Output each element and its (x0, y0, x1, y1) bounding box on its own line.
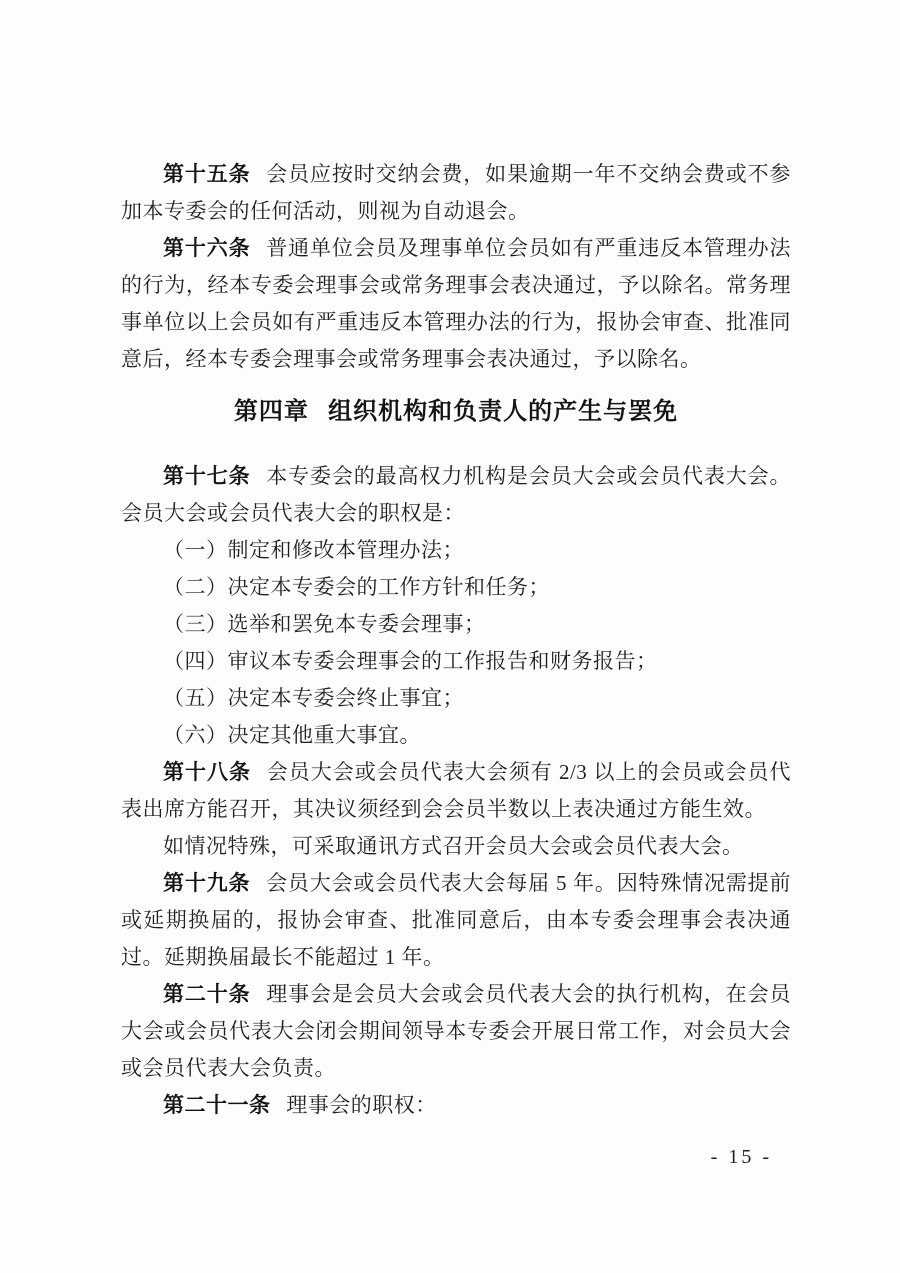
plain-paragraph (121, 828, 791, 865)
list-item-4 (121, 643, 791, 680)
article-paragraph-18 (121, 754, 791, 828)
article-paragraph-17 (121, 458, 791, 532)
article-number: 第十六条 (163, 237, 251, 260)
list-item-2 (121, 569, 791, 606)
list-item-5 (121, 680, 791, 717)
list-item-text: （一）制定和修改本管理办法； (163, 538, 464, 562)
article-number: 第十七条 (163, 465, 251, 488)
list-item-text: （四）审议本专委会理事会的工作报告和财务报告； (163, 649, 658, 673)
article-text: 本专委会的最高权力机构是会员大会或会员代表大会。会员大会或会员代表大会的职权是： (121, 464, 792, 525)
article-number: 第二十一条 (163, 1094, 271, 1117)
article-text: 普通单位会员及理事单位会员如有严重违反本管理办法的行为，经本专委会理事会或常务理事会表决通过，予以除名。常务理事单位以上会员如有严重违反本管理办法的行为，报协会审查、批准同意后，经本专委会理事会或常务理事会表决通过，予以除名。 (121, 236, 792, 371)
list-item-1 (121, 532, 791, 569)
article-number: 第十九条 (163, 872, 251, 895)
article-text: 理事会的职权： (286, 1093, 437, 1117)
article-text: 会员应按时交纳会费，如果逾期一年不交纳会费或不参加本专委会的任何活动，则视为自动退会。 (121, 162, 792, 223)
list-item-text: （二）决定本专委会的工作方针和任务； (163, 575, 550, 599)
page-number: - 15 - (710, 1146, 772, 1168)
article-text: 会员大会或会员代表大会每届 5 年。因特殊情况需提前或延期换届的，报协会审查、批准同意后，由本专委会理事会表决通过。延期换届最长不能超过 1 年。 (121, 871, 792, 969)
list-item-text: （五）决定本专委会终止事宜； (163, 686, 464, 710)
article-paragraph-20 (121, 976, 791, 1087)
list-item-6 (121, 717, 791, 754)
article-paragraph-15 (121, 156, 791, 230)
list-item-3 (121, 606, 791, 643)
document-body (121, 0, 791, 1124)
chapter-title: 组织机构和负责人的产生与罢免 (328, 398, 679, 425)
list-item-text: （三）选举和罢免本专委会理事； (163, 612, 486, 636)
article-number: 第十八条 (163, 761, 251, 784)
list-item-text: （六）决定其他重大事宜。 (163, 723, 421, 747)
article-paragraph-16 (121, 230, 791, 378)
article-number: 第十五条 (163, 163, 251, 186)
chapter-heading (121, 392, 791, 432)
article-number: 第二十条 (163, 983, 251, 1006)
chapter-number: 第四章 (233, 398, 309, 425)
article-text: 会员大会或会员代表大会须有 2/3 以上的会员或会员代表出席方能召开，其决议须经到会会员半数以上表决通过方能生效。 (121, 760, 792, 821)
paragraph-text: 如情况特殊，可采取通讯方式召开会员大会或会员代表大会。 (163, 834, 744, 858)
article-paragraph-19 (121, 865, 791, 976)
article-paragraph-21 (121, 1087, 791, 1124)
article-text: 理事会是会员大会或会员代表大会的执行机构，在会员大会或会员代表大会闭会期间领导本专委会开展日常工作，对会员大会或会员代表大会负责。 (121, 982, 792, 1080)
